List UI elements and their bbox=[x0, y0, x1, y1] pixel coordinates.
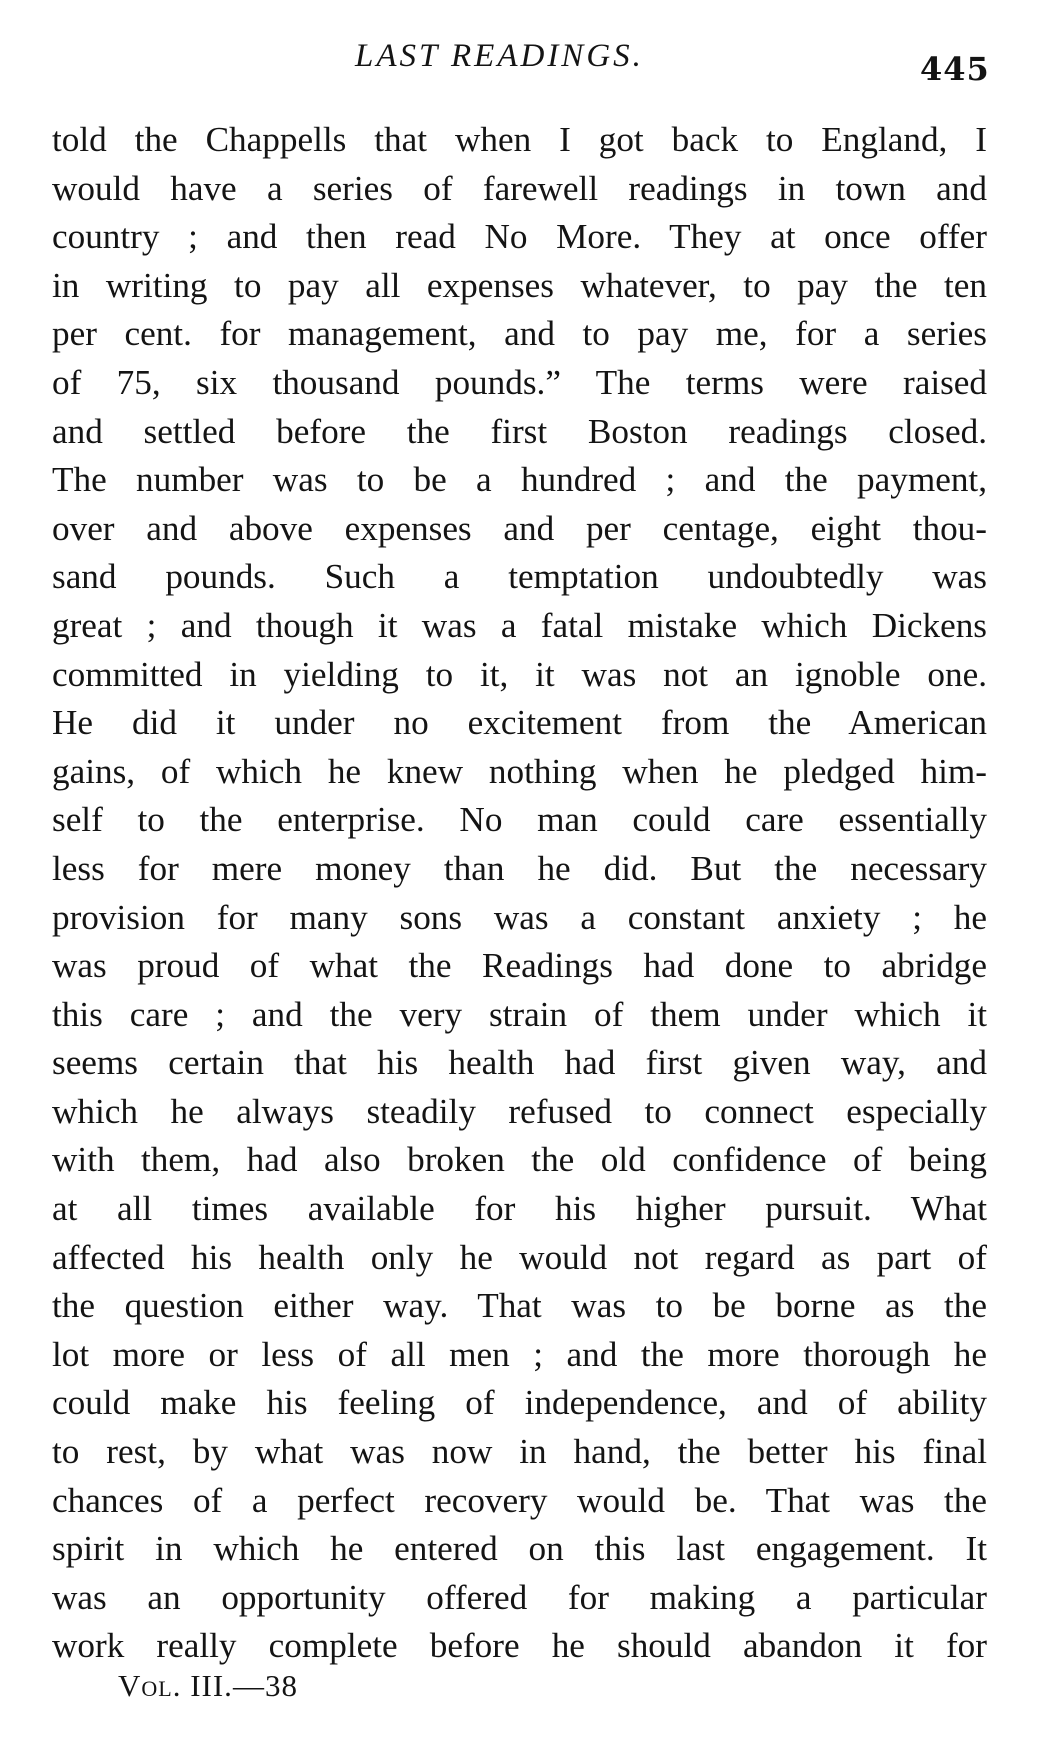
running-head-title: LAST READINGS. bbox=[355, 38, 644, 74]
text-line: gains, of which he knew nothing when he pledged him- bbox=[52, 751, 987, 791]
text-line: would have a series of farewell readings in town and bbox=[52, 168, 987, 208]
text-line: could make his feeling of independence, and of ability bbox=[52, 1383, 987, 1423]
signature-mark bbox=[118, 1668, 298, 1704]
text-line: affected his health only he would not regard as part of bbox=[52, 1237, 987, 1277]
text-line: country ; and then read No More. They at once offer bbox=[52, 217, 987, 257]
text-line: less for mere money than he did. But the necessary bbox=[52, 848, 987, 888]
text-line: at all times available for his higher pursuit. What bbox=[52, 1189, 987, 1229]
text-line: lot more or less of all men ; and the more thorough he bbox=[52, 1334, 987, 1374]
text-line: self to the enterprise. No man could care essentially bbox=[52, 800, 987, 840]
text-line: was an opportunity offered for making a particular bbox=[52, 1577, 987, 1617]
text-line: work really complete before he should abandon it for bbox=[52, 1626, 987, 1666]
running-head bbox=[0, 38, 1045, 88]
text-line: The number was to be a hundred ; and the payment, bbox=[52, 460, 987, 500]
text-line: which he always steadily refused to connect especially bbox=[52, 1091, 987, 1131]
text-line: provision for many sons was a constant anxiety ; he bbox=[52, 897, 987, 937]
text-line: in writing to pay all expenses whatever, to pay the ten bbox=[52, 265, 987, 305]
page-number: 445 bbox=[920, 50, 990, 88]
text-line: to rest, by what was now in hand, the better his final bbox=[52, 1432, 987, 1472]
text-line: told the Chappells that when I got back to England, I bbox=[52, 120, 987, 159]
signature-number: —38 bbox=[232, 1668, 298, 1703]
text-line: committed in yielding to it, it was not an ignoble one. bbox=[52, 654, 987, 694]
body-text bbox=[52, 116, 987, 1671]
text-line: chances of a perfect recovery would be. That was the bbox=[52, 1480, 987, 1520]
text-line: and settled before the first Boston readings closed. bbox=[52, 411, 987, 451]
text-line: per cent. for management, and to pay me, for a series bbox=[52, 314, 987, 354]
text-line: sand pounds. Such a temptation undoubtedly was bbox=[52, 557, 987, 597]
text-line: seems certain that his health had first given way, and bbox=[52, 1043, 987, 1083]
text-line: over and above expenses and per centage, eight thou- bbox=[52, 508, 987, 548]
text-line: the question either way. That was to be borne as the bbox=[52, 1286, 987, 1326]
text-line: this care ; and the very strain of them under which it bbox=[52, 994, 987, 1034]
text-line: great ; and though it was a fatal mistake which Dickens bbox=[52, 605, 987, 645]
text-line: was proud of what the Readings had done to abridge bbox=[52, 946, 987, 986]
text-line: with them, had also broken the old confidence of being bbox=[52, 1140, 987, 1180]
text-line: spirit in which he entered on this last engagement. It bbox=[52, 1529, 987, 1569]
text-line: of 75, six thousand pounds.” The terms were raised bbox=[52, 362, 987, 402]
signature-volume: Vol. III. bbox=[118, 1668, 233, 1703]
text-line: He did it under no excitement from the American bbox=[52, 703, 987, 743]
